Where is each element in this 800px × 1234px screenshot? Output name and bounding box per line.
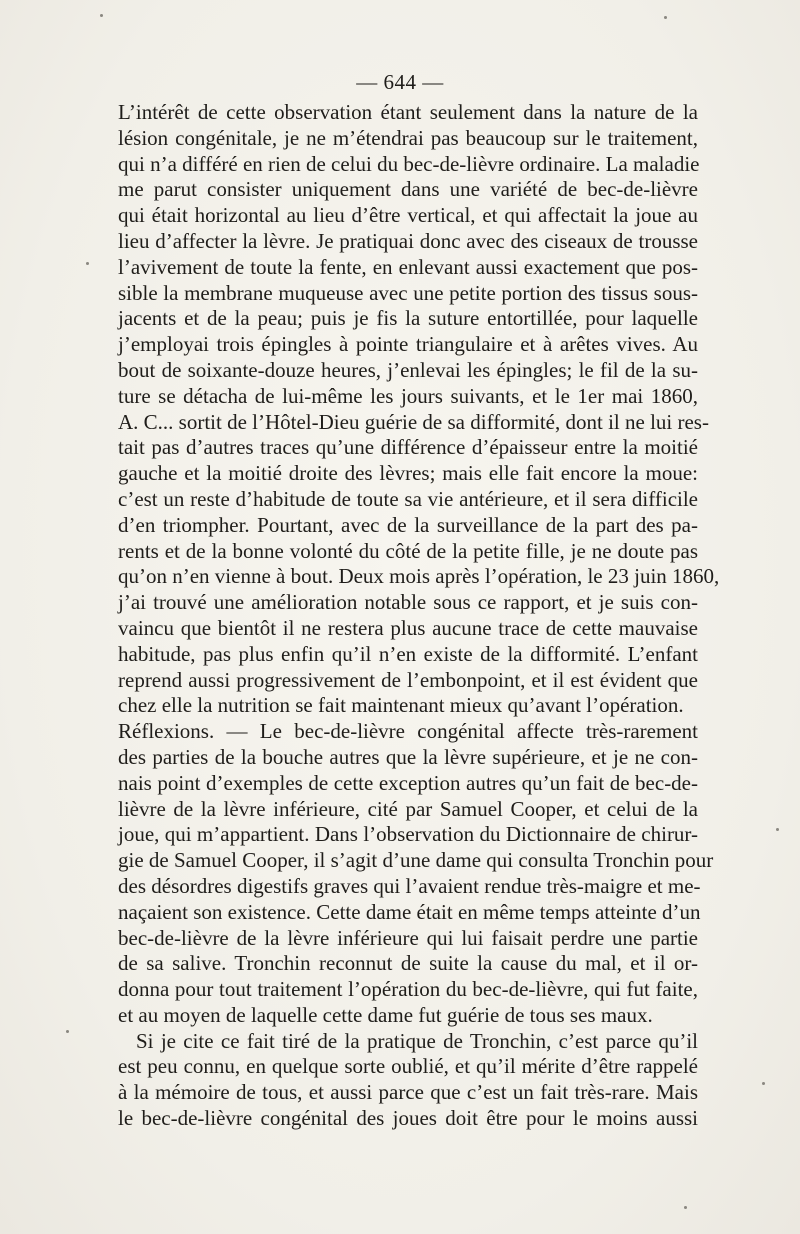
text-line: l’avivement de toute la fente, en enlevant aussi exactement que pos- — [118, 254, 698, 279]
text-line: habitude, pas plus enfin qu’il n’en existe de la difformité. L’enfant — [118, 641, 698, 666]
text-line: des parties de la bouche autres que la lèvre supérieure, et je ne con- — [118, 744, 698, 769]
text-line: me parut consister uniquement dans une variété de bec-de-lièvre — [118, 177, 698, 202]
text-line: A. C... sortit de l’Hôtel-Dieu guérie de sa difformité, dont il ne lui res- — [118, 409, 709, 434]
text-line: jacents et de la peau; puis je fis la suture entortillée, pour laquelle — [118, 306, 698, 331]
text-line: c’est un reste d’habitude de toute sa vie antérieure, et il sera difficile — [118, 486, 698, 511]
text-line: bout de soixante-douze heures, j’enlevai les épingles; le fil de la su- — [118, 357, 698, 382]
text-line: tait pas d’autres traces qu’une différence d’épaisseur entre la moitié — [118, 435, 698, 460]
text-line: lésion congénitale, je ne m’étendrai pas beaucoup sur le traitement, — [118, 125, 698, 150]
text-line: est peu connu, en quelque sorte oublié, et qu’il mérite d’être rappelé — [118, 1054, 698, 1079]
text-line: à la mémoire de tous, et aussi parce que c’est un fait très-rare. Mais — [118, 1080, 698, 1105]
text-line: nais point d’exemples de cette exception autres qu’un fait de bec-de- — [118, 770, 698, 795]
text-line: donna pour tout traitement l’opération du bec-de-lièvre, qui fut faite, — [118, 977, 698, 1002]
text-line: qui n’a différé en rien de celui du bec-de-lièvre ordinaire. La maladie — [118, 151, 700, 176]
text-line: gie de Samuel Cooper, il s’agit d’une dame qui consulta Tronchin pour — [118, 848, 714, 873]
text-line: L’intérêt de cette observation étant seulement dans la nature de la — [118, 100, 698, 124]
paper-speck — [66, 1030, 69, 1033]
text-line: naçaient son existence. Cette dame était en même temps atteinte d’un — [118, 899, 701, 924]
text-line: chez elle la nutrition se fait maintenant mieux qu’avant l’opération. — [118, 693, 684, 718]
text-line: des désordres digestifs graves qui l’avaient rendue très-maigre et me- — [118, 873, 701, 898]
text-line: rents et de la bonne volonté du côté de la petite fille, je ne doute pas — [118, 538, 698, 563]
body-text — [118, 100, 720, 1132]
paper-speck — [86, 262, 89, 265]
text-line: le bec-de-lièvre congénital des joues doit être pour le moins aussi — [118, 1106, 698, 1131]
text-line: reprend aussi progressivement de l’embonpoint, et il est évident que — [118, 667, 698, 692]
text-line: Réflexions. — Le bec-de-lièvre congénital affecte très-rarement — [118, 719, 698, 744]
text-line: de sa salive. Tronchin reconnut de suite la cause du mal, et il or- — [118, 951, 698, 976]
paper-speck — [684, 1206, 687, 1209]
text-line: bec-de-lièvre de la lèvre inférieure qui lui faisait perdre une partie — [118, 925, 698, 950]
text-line: joue, qui m’appartient. Dans l’observation du Dictionnaire de chirur- — [118, 822, 698, 847]
text-line: lieu d’affecter la lèvre. Je pratiquai donc avec des ciseaux de trousse — [118, 228, 698, 253]
paper-speck — [776, 828, 779, 831]
text-line: d’en triompher. Pourtant, avec de la surveillance de la part des pa- — [118, 512, 698, 537]
paper-speck — [664, 16, 667, 19]
text-line: qui était horizontal au lieu d’être vertical, et qui affectait la joue au — [118, 203, 698, 228]
text-line: ture se détacha de lui-même les jours suivants, et le 1er mai 1860, — [118, 383, 698, 408]
paper-speck — [762, 1082, 765, 1085]
paper-speck — [100, 14, 103, 17]
page-number: — 644 — — [356, 70, 444, 94]
text-line: et au moyen de laquelle cette dame fut guérie de tous ses maux. — [118, 1002, 653, 1027]
text-line: Si je cite ce fait tiré de la pratique de Tronchin, c’est parce qu’il — [136, 1028, 698, 1053]
text-line: gauche et la moitié droite des lèvres; mais elle fait encore la moue: — [118, 461, 698, 486]
text-line: j’ai trouvé une amélioration notable sous ce rapport, et je suis con- — [118, 590, 698, 615]
text-line: lièvre de la lèvre inférieure, cité par Samuel Cooper, et celui de la — [118, 796, 698, 821]
text-line: vaincu que bientôt il ne restera plus aucune trace de cette mauvaise — [118, 615, 698, 640]
text-line: qu’on n’en vienne à bout. Deux mois après l’opération, le 23 juin 1860, — [118, 564, 720, 589]
text-line: sible la membrane muqueuse avec une petite portion des tissus sous- — [118, 280, 698, 305]
text-line: j’employai trois épingles à pointe triangulaire et à arêtes vives. Au — [118, 332, 698, 357]
